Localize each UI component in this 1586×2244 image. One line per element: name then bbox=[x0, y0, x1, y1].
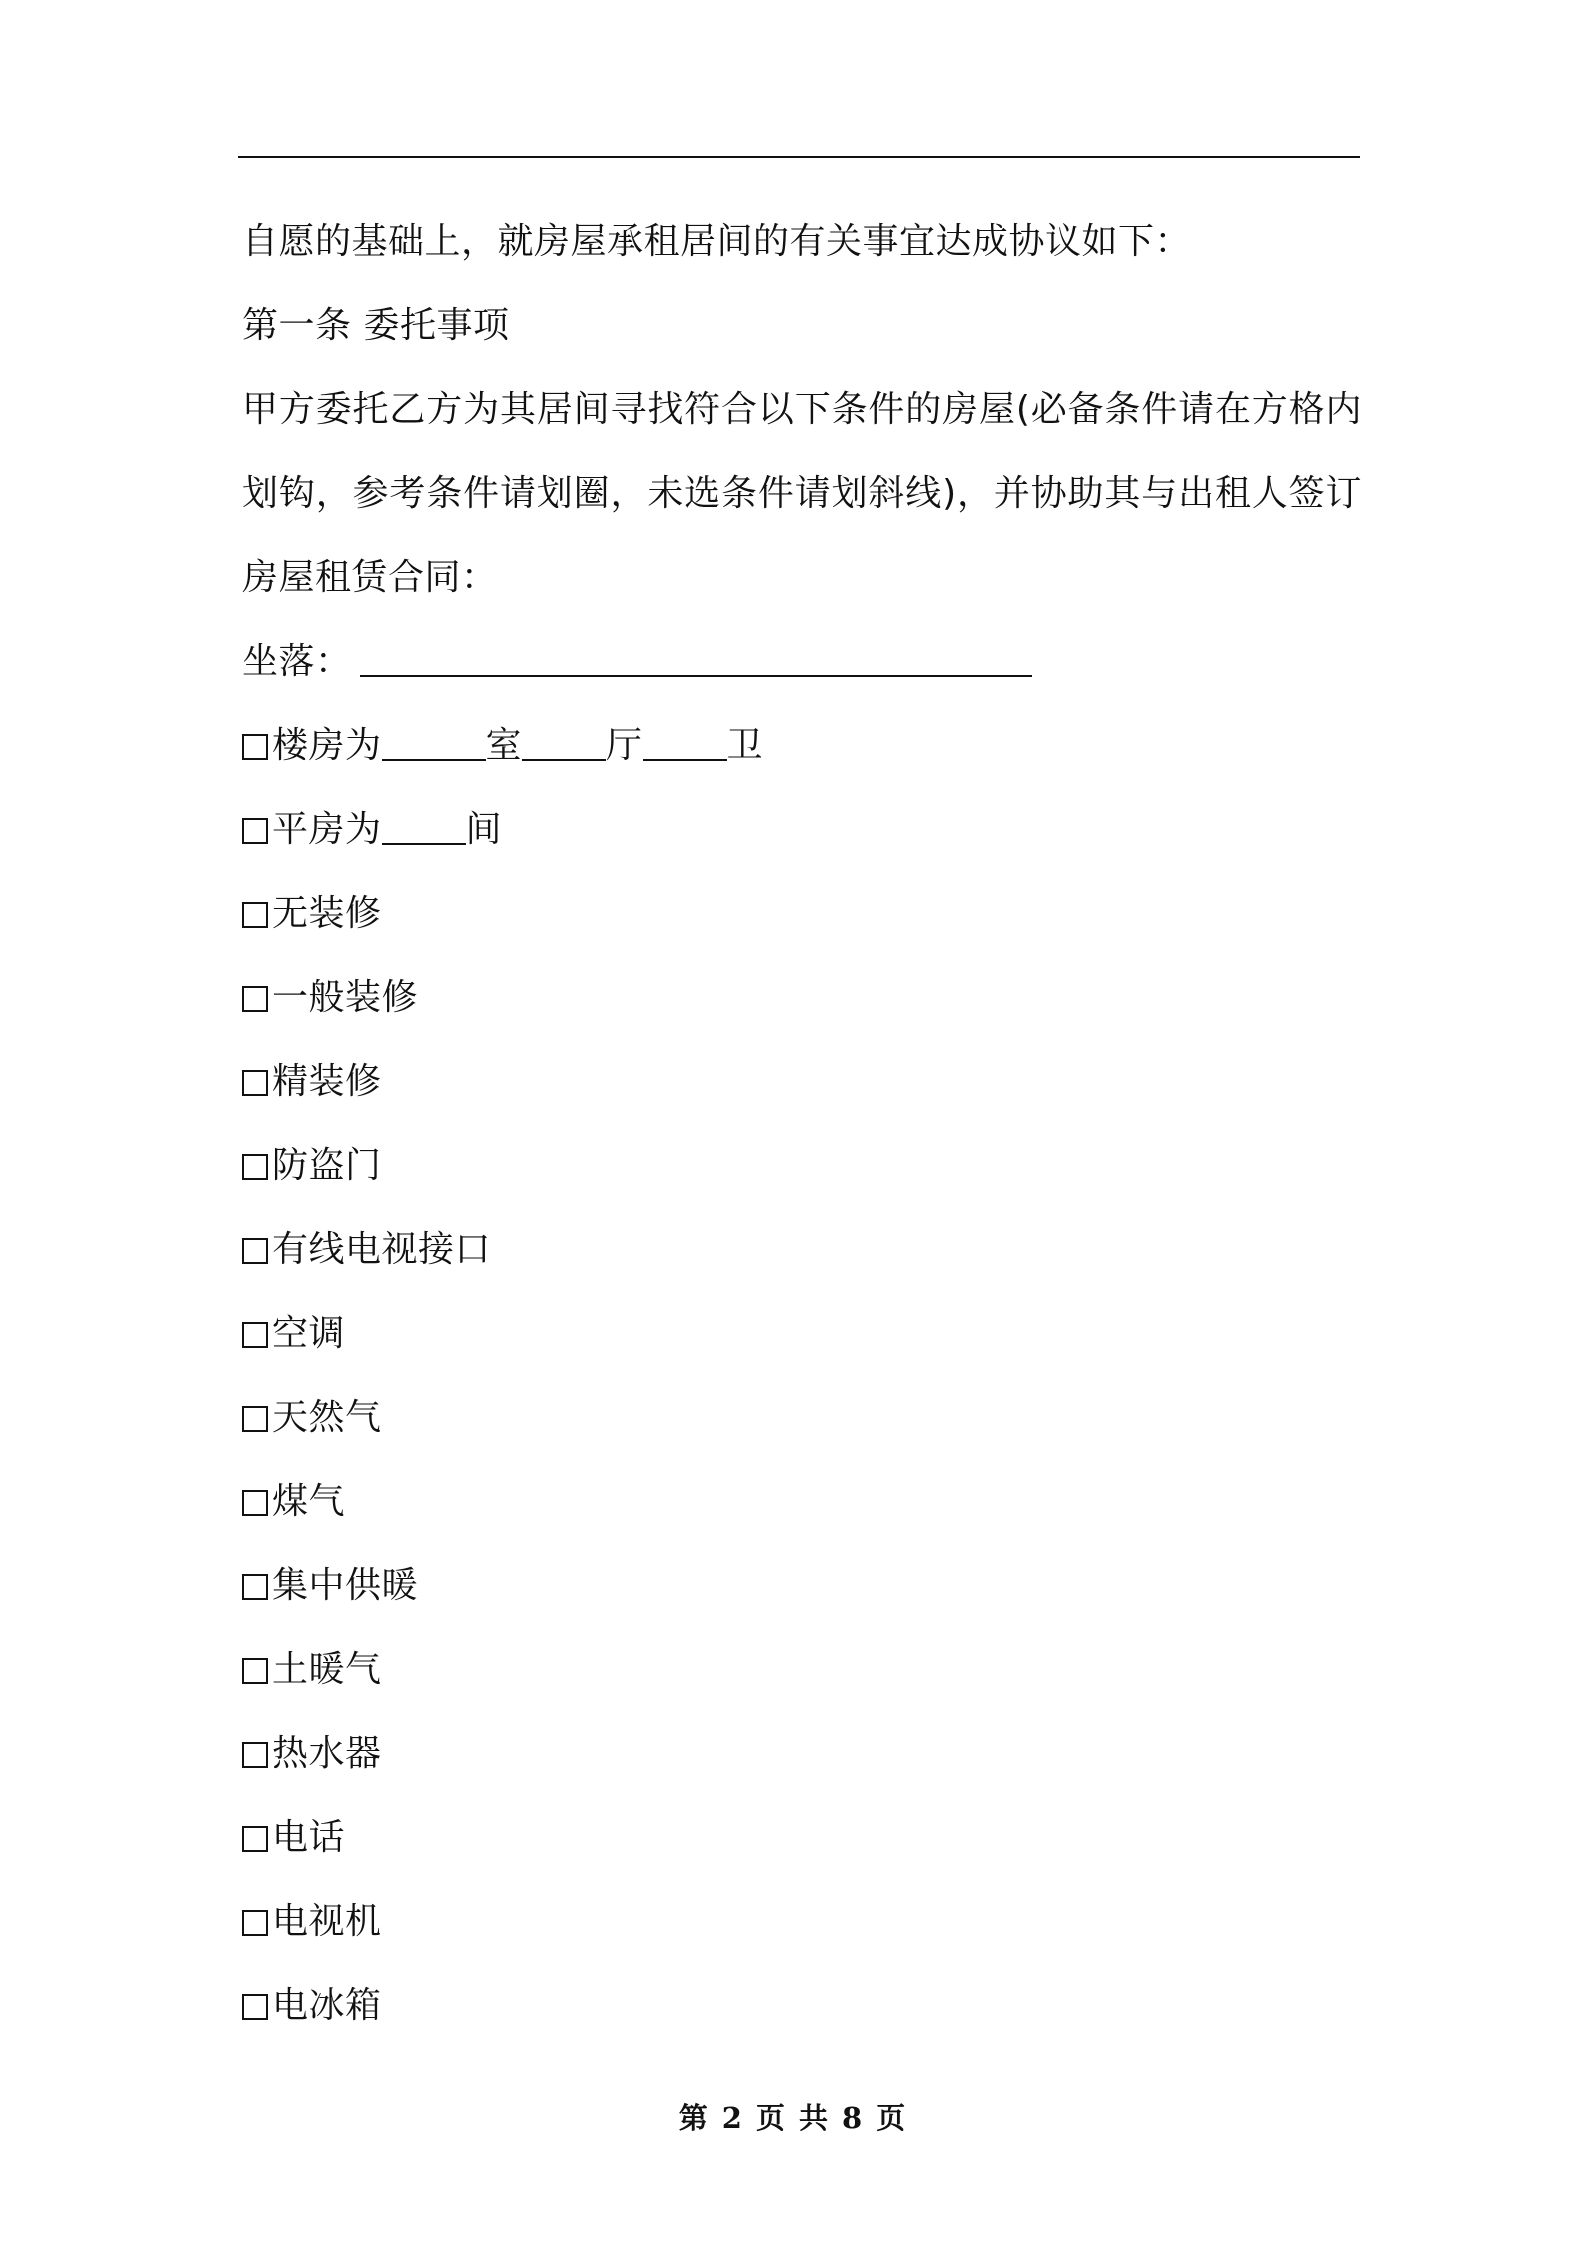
checkbox-icon[interactable] bbox=[242, 734, 268, 760]
bungalow-count-blank[interactable] bbox=[382, 813, 466, 845]
checkbox-icon[interactable] bbox=[242, 1826, 268, 1852]
footer-page-mid: 页 共 bbox=[755, 2101, 831, 2135]
bath-unit: 卫 bbox=[726, 725, 764, 766]
option-row bbox=[242, 1544, 1362, 1628]
option-row bbox=[242, 1124, 1362, 1208]
page-footer bbox=[0, 2096, 1586, 2137]
footer-page-prefix: 第 bbox=[678, 2101, 710, 2135]
option-label: 土暖气 bbox=[272, 1649, 382, 1690]
option-label: 热水器 bbox=[272, 1733, 382, 1774]
article-body: 甲方委托乙方为其居间寻找符合以下条件的房屋(必备条件请在方格内划钩，参考条件请划圈，未选条件请划斜线)，并协助其与出租人签订房屋租赁合同： bbox=[242, 389, 1362, 598]
option-label: 电视机 bbox=[272, 1901, 382, 1942]
footer-current-page: 2 bbox=[721, 2101, 744, 2135]
checkbox-icon[interactable] bbox=[242, 1322, 268, 1348]
checkbox-icon[interactable] bbox=[242, 1742, 268, 1768]
bungalow-row bbox=[242, 788, 1362, 872]
option-row bbox=[242, 1292, 1362, 1376]
checkbox-icon[interactable] bbox=[242, 1238, 268, 1264]
room-unit: 室 bbox=[485, 725, 523, 766]
checkbox-icon[interactable] bbox=[242, 1910, 268, 1936]
option-label: 精装修 bbox=[272, 1061, 382, 1102]
hall-count-blank[interactable] bbox=[522, 729, 606, 761]
option-row bbox=[242, 1460, 1362, 1544]
option-label: 电话 bbox=[272, 1817, 346, 1858]
option-label: 空调 bbox=[272, 1313, 346, 1354]
bath-count-blank[interactable] bbox=[643, 729, 727, 761]
location-label: 坐落： bbox=[242, 641, 352, 682]
option-row bbox=[242, 1796, 1362, 1880]
option-row bbox=[242, 872, 1362, 956]
checkbox-icon[interactable] bbox=[242, 902, 268, 928]
option-row bbox=[242, 1880, 1362, 1964]
room-count-blank[interactable] bbox=[382, 729, 486, 761]
checkbox-icon[interactable] bbox=[242, 818, 268, 844]
location-blank[interactable] bbox=[360, 645, 1032, 677]
option-label: 有线电视接口 bbox=[272, 1229, 492, 1270]
option-row bbox=[242, 1712, 1362, 1796]
checkbox-icon[interactable] bbox=[242, 1406, 268, 1432]
footer-total-pages: 8 bbox=[842, 2101, 865, 2135]
checkbox-icon[interactable] bbox=[242, 1658, 268, 1684]
checkbox-icon[interactable] bbox=[242, 1994, 268, 2020]
checkbox-icon[interactable] bbox=[242, 1154, 268, 1180]
option-row bbox=[242, 1628, 1362, 1712]
option-label: 电冰箱 bbox=[272, 1985, 382, 2026]
option-row bbox=[242, 956, 1362, 1040]
checkbox-icon[interactable] bbox=[242, 1574, 268, 1600]
option-row bbox=[242, 1964, 1362, 2048]
option-label: 防盗门 bbox=[272, 1145, 382, 1186]
option-row bbox=[242, 1040, 1362, 1124]
building-prefix: 楼房为 bbox=[272, 725, 382, 766]
option-label: 一般装修 bbox=[272, 977, 419, 1018]
option-row bbox=[242, 1208, 1362, 1292]
option-row bbox=[242, 1376, 1362, 1460]
building-row bbox=[242, 704, 1362, 788]
bungalow-unit: 间 bbox=[465, 809, 503, 850]
footer-page-suffix: 页 bbox=[876, 2101, 908, 2135]
checkbox-icon[interactable] bbox=[242, 1490, 268, 1516]
hall-unit: 厅 bbox=[606, 725, 643, 766]
intro-line: 自愿的基础上，就房屋承租居间的有关事宜达成协议如下： bbox=[242, 221, 1192, 262]
checkbox-icon[interactable] bbox=[242, 1070, 268, 1096]
option-label: 煤气 bbox=[272, 1481, 346, 1522]
option-label: 集中供暖 bbox=[272, 1565, 419, 1606]
option-label: 无装修 bbox=[272, 893, 382, 934]
article-heading: 第一条 委托事项 bbox=[242, 305, 510, 346]
location-row bbox=[242, 620, 1362, 704]
option-label: 天然气 bbox=[272, 1397, 382, 1438]
document-body bbox=[242, 200, 1362, 2048]
bungalow-prefix: 平房为 bbox=[272, 809, 382, 850]
checkbox-icon[interactable] bbox=[242, 986, 268, 1012]
header-divider bbox=[238, 156, 1360, 158]
